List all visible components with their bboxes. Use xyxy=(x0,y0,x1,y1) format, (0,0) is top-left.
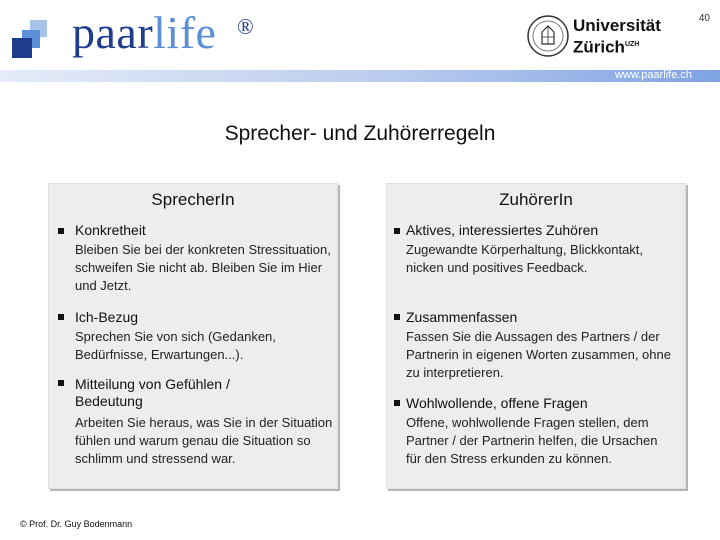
speaker-item-label: Ich-Bezug xyxy=(75,309,139,325)
registered-mark: ® xyxy=(237,14,255,39)
university-name: Universität Zürich$^{UZH}$ xyxy=(573,16,661,57)
bullet-icon xyxy=(394,228,400,234)
paarlife-logo-icon xyxy=(0,0,60,70)
listener-item-label: Zusammenfassen xyxy=(406,309,518,325)
speaker-item-label: Mitteilung von Gefühlen / Bedeutung xyxy=(75,376,230,409)
bullet-icon xyxy=(394,314,400,320)
paarlife-logo: paarlife ® xyxy=(72,8,216,58)
bullet-icon xyxy=(58,228,64,234)
listener-item-label: Wohlwollende, offene Fragen xyxy=(406,395,588,411)
speaker-item-label: Konkretheit xyxy=(75,222,146,238)
listener-item-description: Zugewandte Körperhaltung, Blickkontakt, nicken und positives Feedback. xyxy=(406,242,644,275)
bullet-icon xyxy=(58,380,64,386)
slide-title: Sprecher- und Zuhörerregeln xyxy=(224,122,496,145)
header-bar xyxy=(0,70,720,82)
university-seal-icon xyxy=(526,14,570,58)
website-url: www.paarlife.ch xyxy=(614,69,692,81)
copyright-notice: © Prof. Dr. Guy Bodenmann xyxy=(20,519,133,529)
bullet-icon xyxy=(58,314,64,320)
speaker-heading: SprecherIn xyxy=(151,190,235,209)
speaker-item-description: Arbeiten Sie heraus, was Sie in der Situation fühlen und warum genau die Situation so schlimm und stressend war. xyxy=(75,415,333,466)
speaker-item-description: Sprechen Sie von sich (Gedanken, Bedürfnisse, Erwartungen...). xyxy=(75,329,276,362)
listener-heading: ZuhörerIn xyxy=(499,190,573,209)
speaker-item-description: Bleiben Sie bei der konkreten Stressituation, schweifen Sie nicht ab. Bleiben Sie im Hier und Jetzt. xyxy=(75,242,331,293)
listener-item-description: Offene, wohlwollende Fragen stellen, dem Partner / der Partnerin helfen, die Ursachen für den Stress erkunden zu können. xyxy=(406,415,658,466)
listener-item-label: Aktives, interessiertes Zuhören xyxy=(406,222,599,238)
page-number: 40 xyxy=(698,13,710,24)
bullet-icon xyxy=(394,400,400,406)
listener-item-description: Fassen Sie die Aussagen des Partners / der Partnerin in eigenen Worten zusammen, ohne zu interpretieren. xyxy=(406,329,671,380)
